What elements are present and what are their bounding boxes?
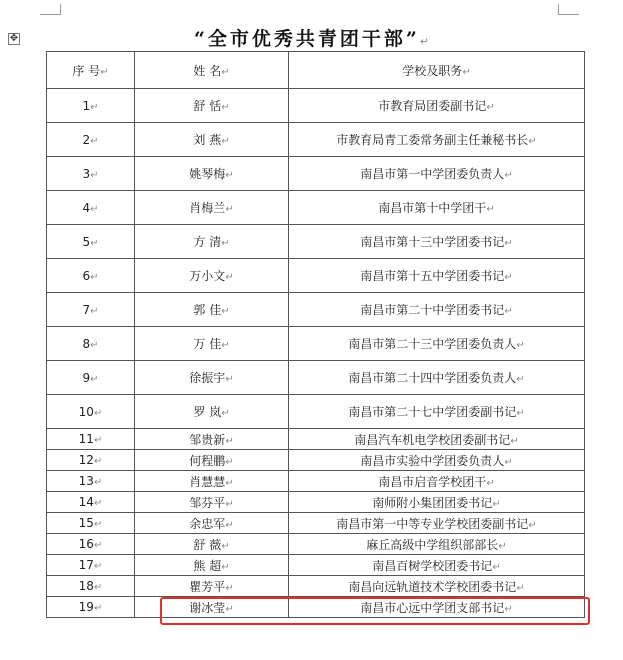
school-position-cell[interactable]	[289, 259, 585, 293]
header-cell-1-text: 序 号	[72, 63, 101, 78]
paragraph-mark-icon: ↵	[486, 204, 495, 215]
table-header-row	[47, 52, 585, 89]
school-position-cell[interactable]	[289, 327, 585, 361]
row-number-cell-text: 10	[78, 404, 94, 419]
school-position-cell[interactable]	[289, 123, 585, 157]
school-position-cell[interactable]	[289, 157, 585, 191]
row-number-cell-text: 13	[78, 474, 94, 488]
paragraph-mark-icon: ↵	[504, 238, 513, 249]
paragraph-mark-icon: ↵	[225, 204, 234, 215]
row-number-cell-text: 6	[82, 268, 91, 283]
paragraph-mark-icon: ↵	[225, 456, 234, 468]
paragraph-mark-icon: ↵	[90, 373, 99, 385]
school-position-cell-text: 南昌汽车机电学校团委副书记	[354, 432, 511, 447]
paragraph-mark-icon: ↵	[93, 603, 103, 614]
table-row	[47, 492, 585, 513]
school-position-cell[interactable]	[289, 293, 585, 327]
name-cell-text: 万 佳	[193, 337, 222, 351]
row-number-cell[interactable]	[47, 597, 135, 618]
paragraph-mark-icon: ↵	[93, 519, 103, 530]
page-corner-mark-left	[40, 4, 61, 15]
paragraph-mark-icon: ↵	[90, 237, 99, 249]
table-row	[47, 225, 585, 259]
paragraph-mark-icon: ↵	[90, 271, 99, 283]
row-number-cell-text: 14	[78, 495, 94, 509]
paragraph-mark-icon: ↵	[93, 435, 103, 446]
school-position-cell[interactable]	[289, 361, 585, 395]
name-cell[interactable]	[135, 395, 289, 429]
document-title	[0, 24, 623, 51]
name-cell-text: 舒 恬	[193, 99, 222, 113]
school-position-cell[interactable]	[289, 395, 585, 429]
table-row	[47, 361, 585, 395]
name-cell-text: 万小文	[189, 269, 226, 283]
school-position-cell[interactable]	[289, 534, 585, 555]
row-number-cell[interactable]	[47, 89, 135, 123]
paragraph-mark-icon: ↵	[504, 456, 513, 468]
row-number-cell[interactable]	[47, 513, 135, 534]
row-number-cell-text: 4	[82, 200, 91, 215]
paragraph-mark-icon: ↵	[225, 272, 234, 283]
name-cell[interactable]	[135, 123, 289, 157]
paragraph-mark-icon: ↵	[462, 66, 471, 78]
paragraph-mark-icon: ↵	[221, 136, 230, 147]
paragraph-mark-icon: ↵	[492, 561, 501, 573]
paragraph-mark-icon: ↵	[498, 540, 507, 552]
school-position-cell-text: 南昌市第二十三中学团委负责人	[348, 337, 517, 351]
paragraph-mark-icon: ↵	[528, 136, 537, 147]
name-cell[interactable]	[135, 191, 289, 225]
name-cell[interactable]	[135, 534, 289, 555]
table-row	[47, 191, 585, 225]
name-cell-text: 罗 岚	[193, 405, 222, 419]
row-number-cell[interactable]	[47, 576, 135, 597]
paragraph-mark-icon: ↵	[504, 306, 513, 317]
name-cell[interactable]	[135, 450, 289, 471]
name-cell[interactable]	[135, 513, 289, 534]
paragraph-mark-icon: ↵	[93, 582, 103, 593]
school-position-cell-text: 市教育局青工委常务副主任兼秘书长	[336, 133, 529, 147]
table-row	[47, 293, 585, 327]
row-number-cell[interactable]	[47, 450, 135, 471]
name-cell[interactable]	[135, 157, 289, 191]
paragraph-mark-icon: ↵	[225, 603, 234, 615]
name-cell[interactable]	[135, 225, 289, 259]
paragraph-mark-icon: ↵	[221, 340, 230, 351]
paragraph-mark-icon: ↵	[225, 435, 234, 447]
school-position-cell-text: 麻丘高级中学组织部部长	[366, 537, 499, 552]
table-row	[47, 534, 585, 555]
name-cell[interactable]	[135, 327, 289, 361]
school-position-cell[interactable]	[289, 191, 585, 225]
paragraph-mark-icon: ↵	[90, 339, 99, 351]
name-cell-text: 郭 佳	[193, 303, 222, 317]
row-number-cell-text: 1	[82, 98, 91, 113]
row-number-cell[interactable]	[47, 555, 135, 576]
table-row	[47, 471, 585, 492]
header-cell-2[interactable]	[135, 52, 289, 89]
paragraph-mark-icon: ↵	[221, 238, 230, 249]
paragraph-mark-icon: ↵	[93, 477, 103, 488]
school-position-cell[interactable]	[289, 450, 585, 471]
row-number-cell[interactable]	[47, 225, 135, 259]
row-number-cell[interactable]	[47, 157, 135, 191]
row-number-cell[interactable]	[47, 191, 135, 225]
name-cell-text: 刘 燕	[193, 133, 222, 147]
row-number-cell-text: 3	[82, 166, 91, 181]
school-position-cell[interactable]	[289, 471, 585, 492]
header-cell-3[interactable]	[289, 52, 585, 89]
school-position-cell[interactable]	[289, 492, 585, 513]
name-cell-text: 方 清	[193, 235, 222, 249]
row-number-cell[interactable]	[47, 395, 135, 429]
school-position-cell-text: 南昌市启音学校团干	[378, 474, 487, 489]
school-position-cell[interactable]	[289, 89, 585, 123]
name-cell[interactable]	[135, 576, 289, 597]
name-cell[interactable]	[135, 259, 289, 293]
school-position-cell-text: 南昌市实验中学团委负责人	[360, 453, 505, 468]
school-position-cell-text: 南昌市第二十七中学团委副书记	[348, 405, 517, 419]
name-cell-text: 肖慧慧	[189, 474, 226, 489]
school-position-cell-text: 南昌市第十中学团干	[378, 201, 487, 215]
school-position-cell[interactable]	[289, 576, 585, 597]
paragraph-mark-icon: ↵	[221, 66, 230, 78]
row-number-cell[interactable]	[47, 534, 135, 555]
paragraph-mark-icon: ↵	[90, 135, 99, 147]
name-cell[interactable]	[135, 293, 289, 327]
paragraph-mark-icon: ↵	[90, 203, 99, 215]
row-number-cell-text: 17	[78, 558, 94, 572]
school-position-cell-text: 南昌市第一中等专业学校团委副书记	[336, 516, 529, 531]
row-number-cell-text: 18	[78, 579, 94, 593]
school-position-cell-text: 南昌市第十三中学团委书记	[360, 235, 505, 249]
school-position-cell-text: 南昌市心远中学团支部书记	[360, 600, 505, 615]
paragraph-mark-icon: ↵	[93, 561, 103, 572]
table-row	[47, 395, 585, 429]
table-row	[47, 157, 585, 191]
school-position-cell[interactable]	[289, 555, 585, 576]
name-cell-text: 瞿芳平	[189, 579, 226, 594]
table-move-handle-icon[interactable]: ✥	[9, 33, 19, 44]
name-cell[interactable]	[135, 471, 289, 492]
paragraph-mark-icon: ↵	[90, 305, 99, 317]
name-cell[interactable]	[135, 429, 289, 450]
header-cell-3-text: 学校及职务	[402, 63, 463, 78]
name-cell-text: 徐振宇	[189, 371, 226, 385]
name-cell[interactable]	[135, 361, 289, 395]
row-number-cell[interactable]	[47, 429, 135, 450]
table-row	[47, 576, 585, 597]
paragraph-mark-icon: ↵	[225, 498, 234, 510]
paragraph-mark-icon: ↵	[225, 582, 234, 594]
school-position-cell-text: 市教育局团委副书记	[378, 99, 487, 113]
school-position-cell[interactable]	[289, 513, 585, 534]
school-position-cell-text: 南昌市第二十四中学团委负责人	[348, 371, 517, 385]
row-number-cell[interactable]	[47, 471, 135, 492]
name-cell-text: 邹芬平	[189, 495, 226, 510]
row-number-cell[interactable]	[47, 327, 135, 361]
paragraph-mark-icon: ↵	[516, 340, 525, 351]
name-cell[interactable]	[135, 89, 289, 123]
row-number-cell[interactable]	[47, 361, 135, 395]
paragraph-mark-icon: ↵	[93, 456, 103, 467]
row-number-cell-text: 8	[82, 336, 91, 351]
school-position-cell-text: 南昌向远轨道技术学校团委书记	[348, 579, 517, 594]
name-cell-text: 邹贵新	[189, 432, 226, 447]
school-position-cell[interactable]	[289, 429, 585, 450]
paragraph-mark-icon: ↵	[419, 35, 430, 48]
row-number-cell-text: 2	[82, 132, 91, 147]
paragraph-mark-icon: ↵	[528, 519, 537, 531]
school-position-cell-text: 南昌市第一中学团委负责人	[360, 167, 505, 181]
name-cell[interactable]	[135, 492, 289, 513]
name-cell-text: 姚琴梅	[189, 167, 226, 181]
school-position-cell-text: 南昌百树学校团委书记	[372, 558, 493, 573]
row-number-cell[interactable]	[47, 492, 135, 513]
paragraph-mark-icon: ↵	[93, 407, 103, 419]
name-cell-text: 何程鹏	[189, 453, 226, 468]
paragraph-mark-icon: ↵	[221, 408, 230, 419]
table-row	[47, 123, 585, 157]
paragraph-mark-icon: ↵	[492, 498, 501, 510]
row-number-cell-text: 16	[78, 537, 94, 551]
school-position-cell-text: 南昌市第十五中学团委书记	[360, 269, 505, 283]
paragraph-mark-icon: ↵	[225, 519, 234, 531]
paragraph-mark-icon: ↵	[225, 374, 234, 385]
name-cell-text: 余忠军	[189, 516, 226, 531]
row-number-cell[interactable]	[47, 123, 135, 157]
name-cell-text: 肖梅兰	[189, 201, 226, 215]
paragraph-mark-icon: ↵	[90, 169, 99, 181]
paragraph-mark-icon: ↵	[225, 170, 234, 181]
name-cell[interactable]	[135, 555, 289, 576]
table-row	[47, 429, 585, 450]
name-cell-text: 熊 超	[193, 558, 222, 573]
row-number-cell-text: 9	[82, 370, 91, 385]
table-row	[47, 450, 585, 471]
paragraph-mark-icon: ↵	[90, 101, 99, 113]
document-title-text: “全市优秀共青团干部”	[193, 28, 420, 50]
paragraph-mark-icon: ↵	[504, 272, 513, 283]
paragraph-mark-icon: ↵	[516, 582, 525, 594]
table-row	[47, 555, 585, 576]
name-cell-text: 舒 薇	[193, 537, 222, 552]
school-position-cell[interactable]	[289, 225, 585, 259]
paragraph-mark-icon: ↵	[516, 408, 525, 419]
header-cell-2-text: 姓 名	[193, 63, 222, 78]
row-number-cell-text: 12	[78, 453, 94, 467]
paragraph-mark-icon: ↵	[93, 498, 103, 509]
row-number-cell-text: 15	[78, 516, 94, 530]
paragraph-mark-icon: ↵	[221, 306, 230, 317]
school-position-cell-text: 南师附小集团团委书记	[372, 495, 493, 510]
table-row	[47, 89, 585, 123]
paragraph-mark-icon: ↵	[510, 435, 519, 447]
paragraph-mark-icon: ↵	[100, 66, 109, 78]
roster-table	[46, 51, 585, 618]
paragraph-mark-icon: ↵	[504, 603, 513, 615]
page-corner-mark-right	[558, 4, 579, 15]
table-row	[47, 259, 585, 293]
row-number-cell[interactable]	[47, 293, 135, 327]
name-cell-text: 谢冰莹	[189, 600, 226, 615]
row-number-cell-text: 19	[78, 600, 94, 614]
paragraph-mark-icon: ↵	[93, 540, 103, 551]
paragraph-mark-icon: ↵	[486, 477, 495, 489]
paragraph-mark-icon: ↵	[486, 102, 495, 113]
paragraph-mark-icon: ↵	[221, 540, 230, 552]
table-row	[47, 327, 585, 361]
paragraph-mark-icon: ↵	[221, 102, 230, 113]
row-number-cell-text: 11	[78, 432, 94, 446]
paragraph-mark-icon: ↵	[516, 374, 525, 385]
paragraph-mark-icon: ↵	[225, 477, 234, 489]
row-number-cell[interactable]	[47, 259, 135, 293]
row-number-cell-text: 5	[82, 234, 91, 249]
table-row	[47, 513, 585, 534]
header-cell-1[interactable]	[47, 52, 135, 89]
paragraph-mark-icon: ↵	[504, 170, 513, 181]
highlight-box	[160, 597, 590, 625]
paragraph-mark-icon: ↵	[221, 561, 230, 573]
row-number-cell-text: 7	[82, 302, 91, 317]
school-position-cell-text: 南昌市第二十中学团委书记	[360, 303, 505, 317]
